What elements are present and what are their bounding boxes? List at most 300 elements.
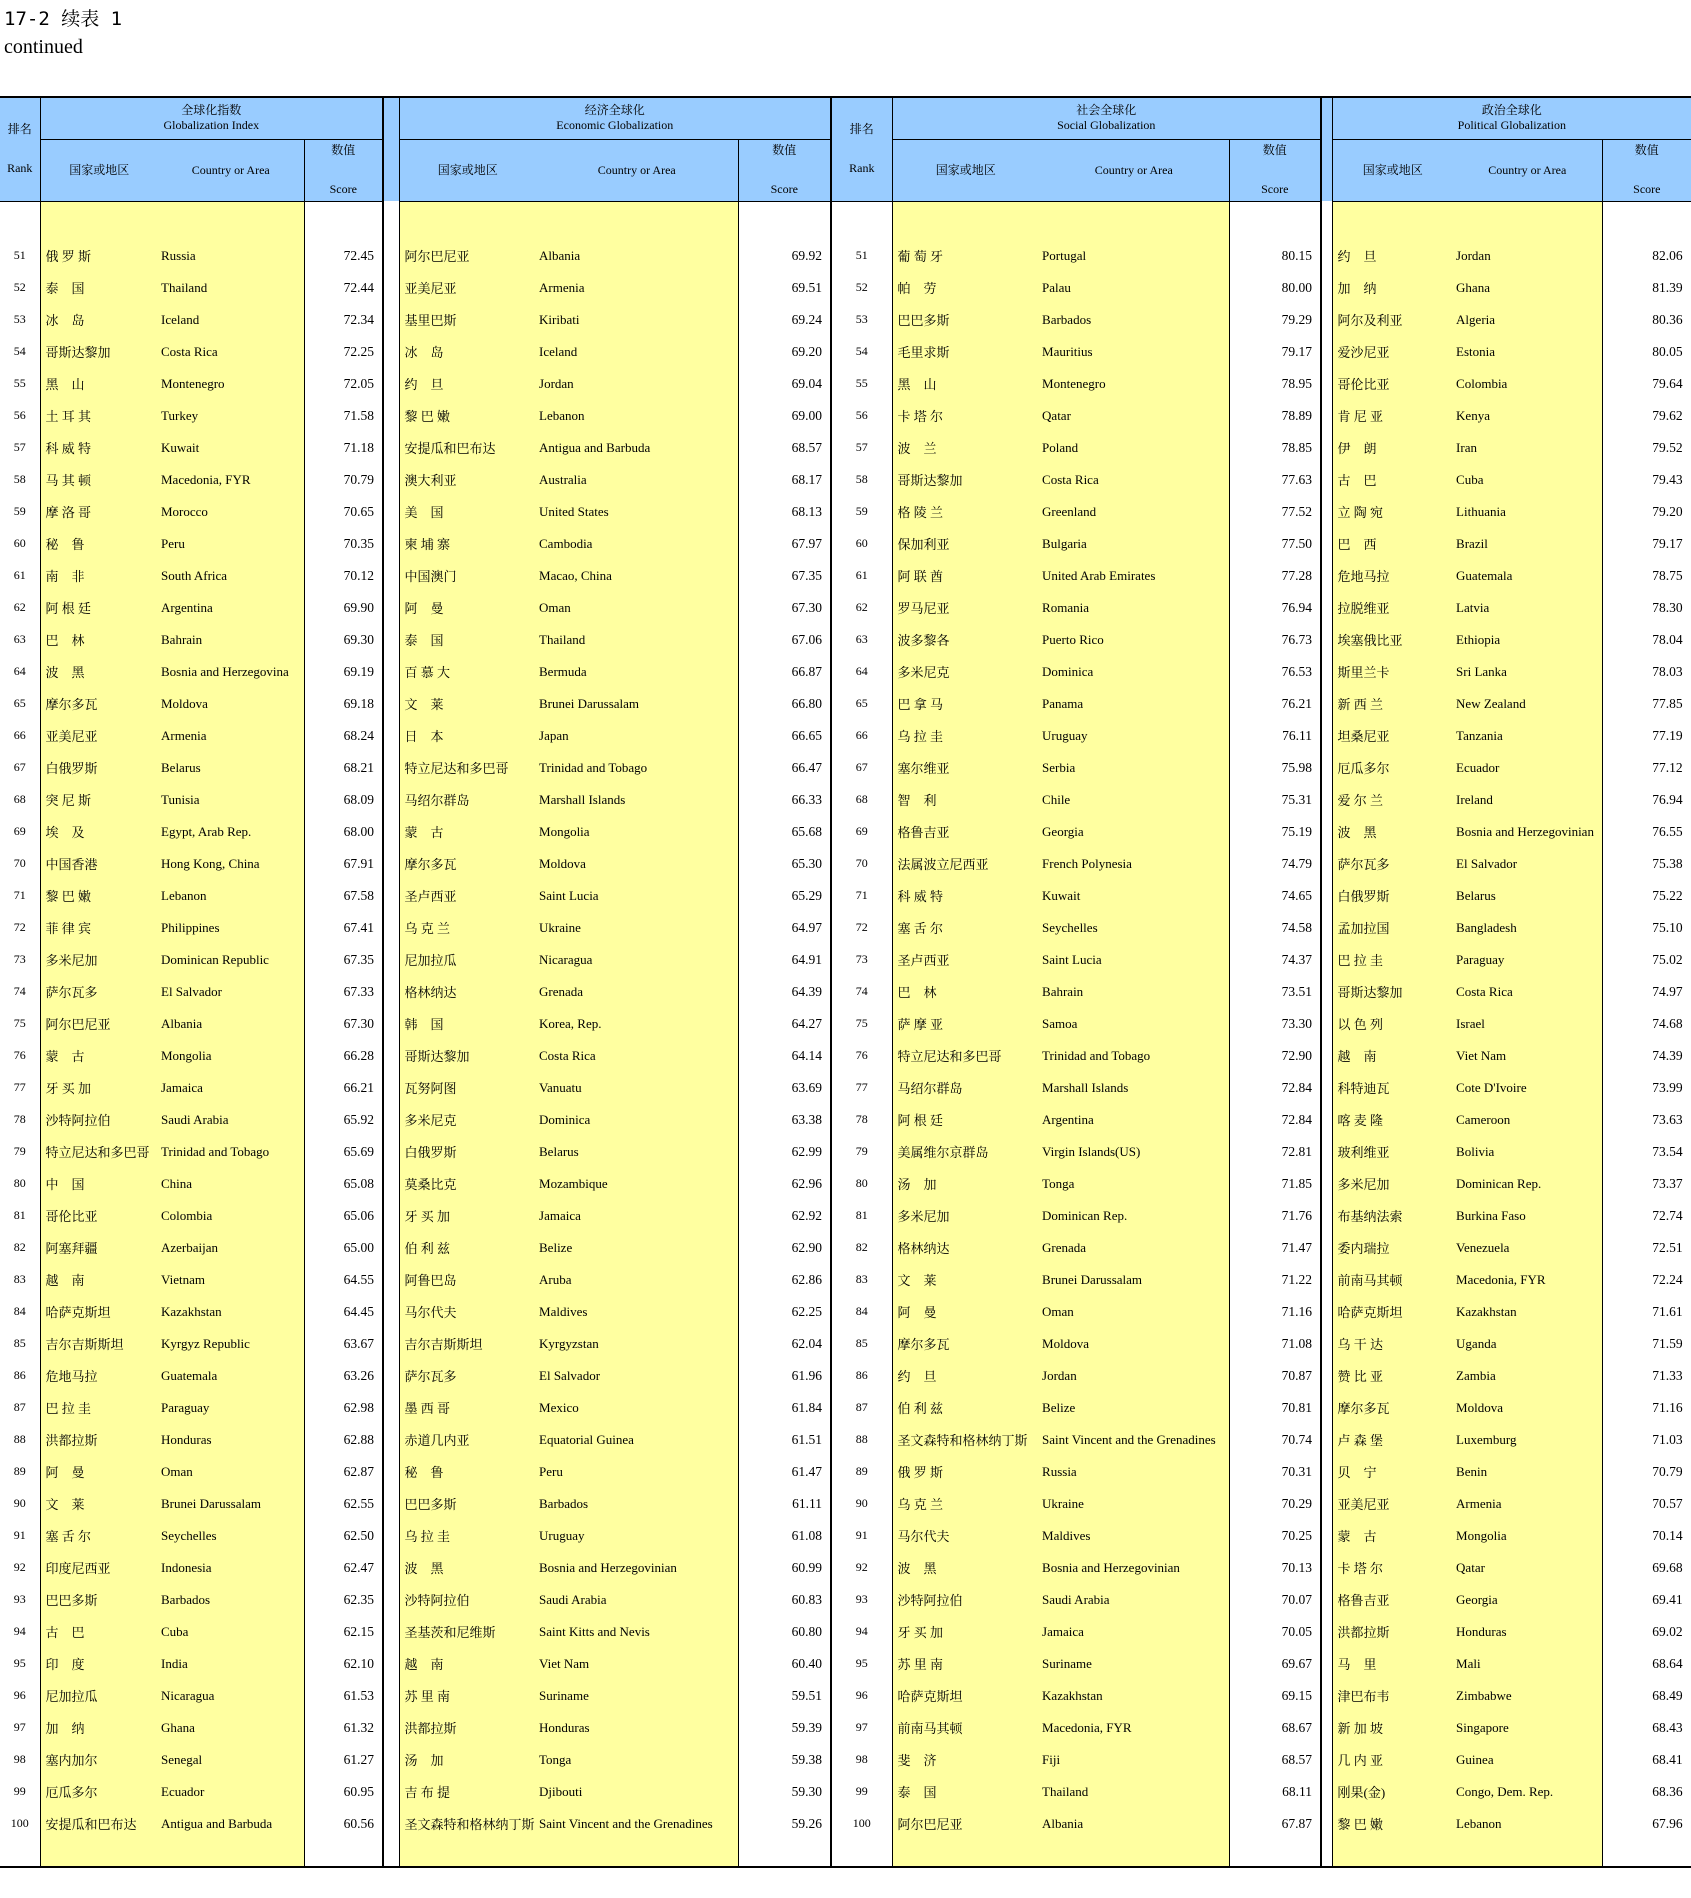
country-en-cell: Jamaica <box>536 1200 738 1232</box>
country-en-cell: Moldova <box>158 688 304 720</box>
rank-cell: 74 <box>831 976 892 1008</box>
country-cn-cell: 爱沙尼亚 <box>1332 336 1453 368</box>
country-cn-cell: 法属波立尼西亚 <box>892 848 1039 880</box>
column-gap <box>383 1744 399 1776</box>
column-gap <box>383 400 399 432</box>
table-row <box>0 1072 1691 1104</box>
country-cn-cell: 圣卢西亚 <box>892 944 1039 976</box>
column-gap <box>383 1296 399 1328</box>
score-cell: 78.75 <box>1602 560 1691 592</box>
score-cell: 77.12 <box>1602 752 1691 784</box>
score-cell: 69.15 <box>1229 1680 1321 1712</box>
score-cell: 61.11 <box>738 1488 831 1520</box>
column-gap <box>383 912 399 944</box>
country-cn-cell: 黑 山 <box>40 368 158 400</box>
column-gap <box>383 1776 399 1808</box>
column-gap <box>383 304 399 336</box>
country-cn-cell: 塞内加尔 <box>40 1744 158 1776</box>
score-cell: 64.55 <box>304 1264 383 1296</box>
rank-cell: 55 <box>831 368 892 400</box>
country-en-cell: Russia <box>1039 1456 1229 1488</box>
rank-cell: 52 <box>831 272 892 304</box>
country-cn-cell: 印度尼西亚 <box>40 1552 158 1584</box>
country-en-cell: Cuba <box>158 1616 304 1648</box>
country-en-cell: Bosnia and Herzegovinian <box>536 1552 738 1584</box>
country-en-cell: Antigua and Barbuda <box>158 1808 304 1840</box>
score-cell: 69.02 <box>1602 1616 1691 1648</box>
score-cell: 78.95 <box>1229 368 1321 400</box>
rank-cell: 97 <box>831 1712 892 1744</box>
country-en-cell: Moldova <box>536 848 738 880</box>
rank-cell: 68 <box>831 784 892 816</box>
country-en-cell: Tunisia <box>158 784 304 816</box>
table-row <box>0 464 1691 496</box>
score-cell: 77.63 <box>1229 464 1321 496</box>
rank-cell: 63 <box>13 632 26 646</box>
country-cn-cell: 文 莱 <box>892 1264 1039 1296</box>
score-cell: 68.21 <box>304 752 383 784</box>
country-cn-cell: 萨尔瓦多 <box>40 976 158 1008</box>
score-cell: 60.56 <box>304 1808 383 1840</box>
rank-cell: 99 <box>13 1784 26 1798</box>
country-cn-cell: 哈萨克斯坦 <box>892 1680 1039 1712</box>
country-en-cell: Saint Lucia <box>1039 944 1229 976</box>
column-gap <box>1321 1808 1332 1840</box>
rank-cell: 73 <box>13 952 26 966</box>
country-cn-cell: 圣文森特和格林纳丁斯 <box>892 1424 1039 1456</box>
country-cn-cell: 多米尼加 <box>1332 1168 1453 1200</box>
country-cn-cell: 约 旦 <box>1332 240 1453 272</box>
rank-cell: 70 <box>13 856 26 870</box>
column-gap <box>383 432 399 464</box>
column-gap <box>383 1552 399 1584</box>
spacer-cell <box>1039 201 1229 240</box>
column-gap <box>383 1808 399 1840</box>
rank-cell: 53 <box>13 312 26 326</box>
score-cell: 62.25 <box>738 1296 831 1328</box>
country-cn-cell: 巴 林 <box>40 624 158 656</box>
column-gap <box>1321 1104 1332 1136</box>
country-en-cell: Fiji <box>1039 1744 1229 1776</box>
country-en-cell: Mexico <box>536 1392 738 1424</box>
score-cell: 71.59 <box>1602 1328 1691 1360</box>
spacer-cell <box>1229 1840 1321 1867</box>
column-gap <box>1321 1264 1332 1296</box>
country-cn-cell: 阿鲁巴岛 <box>399 1264 536 1296</box>
score-cell: 71.16 <box>1602 1392 1691 1424</box>
column-gap <box>1321 400 1332 432</box>
country-en-cell: Grenada <box>1039 1232 1229 1264</box>
score-cell: 67.91 <box>304 848 383 880</box>
table-row <box>0 240 1691 272</box>
score-cell: 62.86 <box>738 1264 831 1296</box>
score-cell: 75.19 <box>1229 816 1321 848</box>
country-cn-cell: 尼加拉瓜 <box>40 1680 158 1712</box>
column-gap <box>383 336 399 368</box>
score-cell: 66.33 <box>738 784 831 816</box>
score-cell: 72.44 <box>304 272 383 304</box>
score-cell: 61.08 <box>738 1520 831 1552</box>
country-cn-cell: 韩 国 <box>399 1008 536 1040</box>
country-en-cell: Dominica <box>1039 656 1229 688</box>
country-cn-cell: 美属维尔京群岛 <box>892 1136 1039 1168</box>
column-gap <box>383 1680 399 1712</box>
country-cn-cell: 摩尔多瓦 <box>1332 1392 1453 1424</box>
score-cell: 59.26 <box>738 1808 831 1840</box>
rank-cell: 97 <box>13 1720 26 1734</box>
score-cell: 69.00 <box>738 400 831 432</box>
spacer-cell <box>831 1840 892 1867</box>
spacer-cell <box>383 1840 399 1867</box>
column-gap <box>1321 304 1332 336</box>
score-cell: 80.36 <box>1602 304 1691 336</box>
country-cn-cell: 越 南 <box>399 1648 536 1680</box>
country-en-cell: Argentina <box>158 592 304 624</box>
country-en-cell: Peru <box>158 528 304 560</box>
score-cell: 78.30 <box>1602 592 1691 624</box>
country-en-cell: Jamaica <box>158 1072 304 1104</box>
rank-cell: 76 <box>13 1048 26 1062</box>
country-en-cell: Bosnia and Herzegovina <box>158 656 304 688</box>
column-gap <box>383 1584 399 1616</box>
country-en-cell: Latvia <box>1453 592 1602 624</box>
score-cell: 76.53 <box>1229 656 1321 688</box>
table-row <box>0 976 1691 1008</box>
country-en-cell: Saint Lucia <box>536 880 738 912</box>
country-cn-cell: 巴巴多斯 <box>892 304 1039 336</box>
rank-cell: 88 <box>13 1432 26 1446</box>
rank-cell: 59 <box>831 496 892 528</box>
country-cn-cell: 格 陵 兰 <box>892 496 1039 528</box>
table-row <box>0 1680 1691 1712</box>
column-gap <box>1321 848 1332 880</box>
score-cell: 61.47 <box>738 1456 831 1488</box>
column-gap <box>383 1040 399 1072</box>
country-en-cell: Serbia <box>1039 752 1229 784</box>
country-en-cell: Puerto Rico <box>1039 624 1229 656</box>
score-cell: 73.63 <box>1602 1104 1691 1136</box>
score-cell: 61.51 <box>738 1424 831 1456</box>
country-en-cell: Maldives <box>1039 1520 1229 1552</box>
column-gap <box>1321 464 1332 496</box>
score-cell: 65.69 <box>304 1136 383 1168</box>
rank-cell: 98 <box>831 1744 892 1776</box>
country-cn-cell: 刚果(金) <box>1332 1776 1453 1808</box>
score-header: 数值 Score <box>1229 139 1321 201</box>
score-cell: 68.43 <box>1602 1712 1691 1744</box>
country-cn-cell: 卢 森 堡 <box>1332 1424 1453 1456</box>
score-cell: 65.68 <box>738 816 831 848</box>
score-cell: 78.04 <box>1602 624 1691 656</box>
country-cn-cell: 哈萨克斯坦 <box>40 1296 158 1328</box>
country-cn-cell: 阿 根 廷 <box>892 1104 1039 1136</box>
score-cell: 78.85 <box>1229 432 1321 464</box>
table-row <box>0 1168 1691 1200</box>
country-cn-cell: 吉 布 提 <box>399 1776 536 1808</box>
rank-cell: 53 <box>831 304 892 336</box>
country-cn-cell: 白俄罗斯 <box>1332 880 1453 912</box>
score-cell: 70.79 <box>1602 1456 1691 1488</box>
rank-cell: 81 <box>13 1208 26 1222</box>
country-en-cell: Burkina Faso <box>1453 1200 1602 1232</box>
country-cn-cell: 埃塞俄比亚 <box>1332 624 1453 656</box>
country-cn-cell: 多米尼克 <box>892 656 1039 688</box>
score-cell: 69.67 <box>1229 1648 1321 1680</box>
country-cn-cell: 保加利亚 <box>892 528 1039 560</box>
country-cn-header: 国家或地区 <box>40 139 158 201</box>
column-gap <box>1321 336 1332 368</box>
country-cn-cell: 阿 曼 <box>399 592 536 624</box>
column-gap <box>383 1712 399 1744</box>
rank-cell: 68 <box>13 792 26 806</box>
score-cell: 79.20 <box>1602 496 1691 528</box>
country-cn-cell: 玻利维亚 <box>1332 1136 1453 1168</box>
score-cell: 79.52 <box>1602 432 1691 464</box>
country-en-cell: Tanzania <box>1453 720 1602 752</box>
country-cn-cell: 文 莱 <box>399 688 536 720</box>
score-cell: 75.31 <box>1229 784 1321 816</box>
rank-cell: 57 <box>13 440 26 454</box>
score-cell: 77.28 <box>1229 560 1321 592</box>
rank-cell: 67 <box>831 752 892 784</box>
spacer-cell <box>892 1840 1039 1867</box>
score-cell: 72.25 <box>304 336 383 368</box>
country-en-cell: Indonesia <box>158 1552 304 1584</box>
country-en-cell: Dominican Rep. <box>1039 1200 1229 1232</box>
table-row <box>0 1648 1691 1680</box>
column-gap <box>383 656 399 688</box>
country-en-cell: Uganda <box>1453 1328 1602 1360</box>
country-en-cell: United States <box>536 496 738 528</box>
table-row <box>0 1360 1691 1392</box>
country-cn-cell: 厄瓜多尔 <box>40 1776 158 1808</box>
country-cn-cell: 危地马拉 <box>40 1360 158 1392</box>
score-cell: 72.90 <box>1229 1040 1321 1072</box>
table-row <box>0 1008 1691 1040</box>
score-cell: 64.39 <box>738 976 831 1008</box>
country-cn-cell: 墨 西 哥 <box>399 1392 536 1424</box>
country-en-cell: Egypt, Arab Rep. <box>158 816 304 848</box>
country-en-cell: Iceland <box>536 336 738 368</box>
rank-cell: 79 <box>13 1144 26 1158</box>
country-cn-cell: 新 加 坡 <box>1332 1712 1453 1744</box>
rank-cell: 96 <box>831 1680 892 1712</box>
spacer-cell <box>399 1840 536 1867</box>
country-en-cell: Lithuania <box>1453 496 1602 528</box>
rank-cell: 54 <box>13 344 26 358</box>
country-en-cell: India <box>158 1648 304 1680</box>
country-cn-cell: 基里巴斯 <box>399 304 536 336</box>
country-en-cell: French Polynesia <box>1039 848 1229 880</box>
score-cell: 67.35 <box>738 560 831 592</box>
score-cell: 76.94 <box>1229 592 1321 624</box>
country-cn-cell: 黎 巴 嫩 <box>40 880 158 912</box>
rank-cell: 69 <box>831 816 892 848</box>
country-en-cell: Mongolia <box>1453 1520 1602 1552</box>
country-en-cell: Marshall Islands <box>536 784 738 816</box>
country-en-cell: Brunei Darussalam <box>1039 1264 1229 1296</box>
rank-cell: 91 <box>13 1528 26 1542</box>
score-cell: 72.34 <box>304 304 383 336</box>
country-en-cell: Suriname <box>1039 1648 1229 1680</box>
score-cell: 60.83 <box>738 1584 831 1616</box>
country-cn-cell: 塞 舌 尔 <box>892 912 1039 944</box>
country-cn-cell: 埃 及 <box>40 816 158 848</box>
country-en-cell: Romania <box>1039 592 1229 624</box>
score-cell: 60.80 <box>738 1616 831 1648</box>
country-cn-cell: 几 内 亚 <box>1332 1744 1453 1776</box>
column-gap <box>1321 912 1332 944</box>
score-cell: 69.51 <box>738 272 831 304</box>
country-en-cell: Kuwait <box>158 432 304 464</box>
column-gap <box>1321 1520 1332 1552</box>
country-en-cell: Vanuatu <box>536 1072 738 1104</box>
score-cell: 69.30 <box>304 624 383 656</box>
rank-cell: 51 <box>13 248 26 262</box>
country-cn-cell: 冰 岛 <box>40 304 158 336</box>
country-en-cell: Cambodia <box>536 528 738 560</box>
country-en-cell: Bulgaria <box>1039 528 1229 560</box>
country-cn-cell: 牙 买 加 <box>399 1200 536 1232</box>
score-cell: 75.98 <box>1229 752 1321 784</box>
country-cn-cell: 沙特阿拉伯 <box>892 1584 1039 1616</box>
table-row <box>0 1328 1691 1360</box>
country-cn-cell: 特立尼达和多巴哥 <box>892 1040 1039 1072</box>
group-header-globalization: 全球化指数 Globalization Index <box>40 97 383 139</box>
country-cn-cell: 拉脱维亚 <box>1332 592 1453 624</box>
country-en-cell: Kyrgyz Republic <box>158 1328 304 1360</box>
country-cn-cell: 爱 尔 兰 <box>1332 784 1453 816</box>
country-en-cell: Armenia <box>536 272 738 304</box>
country-en-cell: Kyrgyzstan <box>536 1328 738 1360</box>
country-cn-cell: 黎 巴 嫩 <box>399 400 536 432</box>
rank-cell: 69 <box>13 824 26 838</box>
country-cn-cell: 波 黑 <box>892 1552 1039 1584</box>
column-gap <box>1321 1392 1332 1424</box>
country-en-cell: Algeria <box>1453 304 1602 336</box>
country-cn-cell: 萨尔瓦多 <box>399 1360 536 1392</box>
country-en-cell: Viet Nam <box>536 1648 738 1680</box>
spacer-cell <box>738 201 831 240</box>
country-en-cell: Philippines <box>158 912 304 944</box>
country-en-cell: Dominican Republic <box>158 944 304 976</box>
country-en-cell: Luxemburg <box>1453 1424 1602 1456</box>
column-gap <box>383 1104 399 1136</box>
country-en-cell: Ireland <box>1453 784 1602 816</box>
country-en-cell: Costa Rica <box>158 336 304 368</box>
score-cell: 73.51 <box>1229 976 1321 1008</box>
country-cn-cell: 格林纳达 <box>892 1232 1039 1264</box>
rank-cell: 92 <box>831 1552 892 1584</box>
country-en-cell: Saudi Arabia <box>1039 1584 1229 1616</box>
globalization-ranking-table <box>0 96 1691 1868</box>
column-gap <box>1321 272 1332 304</box>
country-cn-cell: 肯 尼 亚 <box>1332 400 1453 432</box>
column-gap <box>383 1520 399 1552</box>
country-en-cell: Costa Rica <box>1039 464 1229 496</box>
score-cell: 80.00 <box>1229 272 1321 304</box>
score-cell: 71.33 <box>1602 1360 1691 1392</box>
table-row <box>0 1200 1691 1232</box>
country-cn-cell: 柬 埔 寨 <box>399 528 536 560</box>
rank-header-right <box>831 97 892 201</box>
score-cell: 62.96 <box>738 1168 831 1200</box>
country-cn-cell: 哥斯达黎加 <box>399 1040 536 1072</box>
country-cn-cell: 中 国 <box>40 1168 158 1200</box>
column-gap <box>383 1392 399 1424</box>
country-cn-cell: 孟加拉国 <box>1332 912 1453 944</box>
table-row <box>0 1424 1691 1456</box>
country-cn-cell: 特立尼达和多巴哥 <box>40 1136 158 1168</box>
country-cn-cell: 哥斯达黎加 <box>40 336 158 368</box>
rank-cell: 79 <box>831 1136 892 1168</box>
column-gap <box>383 592 399 624</box>
column-gap <box>1321 1584 1332 1616</box>
country-cn-cell: 科 威 特 <box>892 880 1039 912</box>
column-gap <box>1321 368 1332 400</box>
column-gap <box>1321 624 1332 656</box>
score-cell: 79.62 <box>1602 400 1691 432</box>
country-cn-cell: 多米尼加 <box>40 944 158 976</box>
rank-cell: 83 <box>13 1272 26 1286</box>
country-cn-cell: 马 里 <box>1332 1648 1453 1680</box>
score-cell: 66.47 <box>738 752 831 784</box>
table-row <box>0 1616 1691 1648</box>
country-en-cell: Macao, China <box>536 560 738 592</box>
country-cn-header: 国家或地区 <box>892 139 1039 201</box>
country-cn-cell: 莫桑比克 <box>399 1168 536 1200</box>
score-cell: 70.79 <box>304 464 383 496</box>
country-en-cell: Bangladesh <box>1453 912 1602 944</box>
rank-cell: 84 <box>13 1304 26 1318</box>
country-cn-cell: 苏 里 南 <box>399 1680 536 1712</box>
country-cn-cell: 格林纳达 <box>399 976 536 1008</box>
country-en-cell: Kazakhstan <box>1453 1296 1602 1328</box>
column-gap <box>383 784 399 816</box>
country-cn-cell: 马绍尔群岛 <box>892 1072 1039 1104</box>
country-en-cell: Senegal <box>158 1744 304 1776</box>
country-en-cell: Estonia <box>1453 336 1602 368</box>
country-en-cell: Bahrain <box>158 624 304 656</box>
country-cn-cell: 赞 比 亚 <box>1332 1360 1453 1392</box>
country-en-cell: Morocco <box>158 496 304 528</box>
score-cell: 73.54 <box>1602 1136 1691 1168</box>
rank-cell: 86 <box>13 1368 26 1382</box>
score-cell: 61.32 <box>304 1712 383 1744</box>
rank-cell: 98 <box>13 1752 26 1766</box>
country-en-cell: Virgin Islands(US) <box>1039 1136 1229 1168</box>
score-cell: 79.43 <box>1602 464 1691 496</box>
country-cn-cell: 布基纳法索 <box>1332 1200 1453 1232</box>
country-cn-cell: 多米尼加 <box>892 1200 1039 1232</box>
country-en-cell: Portugal <box>1039 240 1229 272</box>
country-cn-cell: 巴 拉 圭 <box>1332 944 1453 976</box>
score-cell: 70.05 <box>1229 1616 1321 1648</box>
country-cn-cell: 白俄罗斯 <box>40 752 158 784</box>
score-cell: 76.73 <box>1229 624 1321 656</box>
country-en-cell: Bahrain <box>1039 976 1229 1008</box>
rank-cell: 61 <box>13 568 26 582</box>
score-cell: 68.64 <box>1602 1648 1691 1680</box>
country-cn-cell: 文 莱 <box>40 1488 158 1520</box>
score-cell: 70.25 <box>1229 1520 1321 1552</box>
country-en-cell: Marshall Islands <box>1039 1072 1229 1104</box>
score-cell: 68.00 <box>304 816 383 848</box>
score-cell: 68.49 <box>1602 1680 1691 1712</box>
country-en-cell: United Arab Emirates <box>1039 560 1229 592</box>
country-en-cell: Bermuda <box>536 656 738 688</box>
country-cn-cell: 坦桑尼亚 <box>1332 720 1453 752</box>
